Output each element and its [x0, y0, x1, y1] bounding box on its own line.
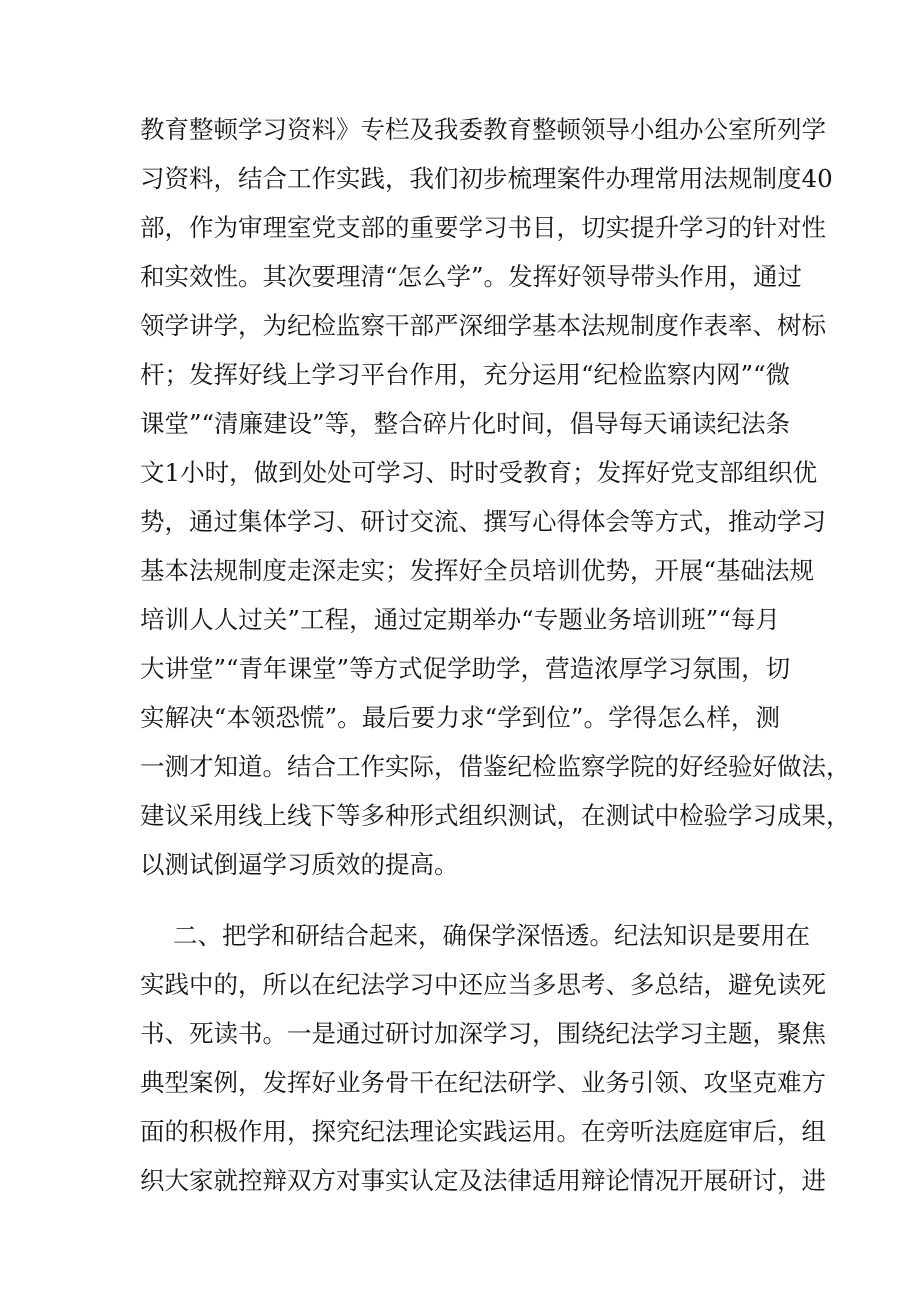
text-line: 课堂”“清廉建设”等，整合碎片化时间，倡导每天诵读纪法条 — [140, 409, 791, 438]
text-line: 部，作为审理室党支部的重要学习书目，切实提升学习的针对性 — [140, 213, 826, 242]
text-line: 面的积极作用，探究纪法理论实践运用。在旁听法庭庭审后，组 — [140, 1117, 826, 1146]
text-line: 大讲堂”“青年课堂”等方式促学助学，营造浓厚学习氛围，切 — [140, 654, 791, 683]
text-line: 领学讲学，为纪检监察干部严深细学基本法规制度作表率、树标 — [140, 311, 826, 340]
text-line: 文1小时，做到处处可学习、时时受教育；发挥好党支部组织优 — [140, 458, 818, 487]
text-line: 建议采用线上线下等多种形式组织测试，在测试中检验学习成果， — [140, 801, 851, 830]
text-line: 教育整顿学习资料》专栏及我委教育整顿领导小组办公室所列学 — [140, 115, 826, 144]
text-line: 培训人人过关”工程，通过定期举办“专题业务培训班”“每月 — [140, 605, 780, 634]
text-line: 以测试倒逼学习质效的提高。 — [140, 850, 459, 879]
text-line: 杆；发挥好线上学习平台作用，充分运用“纪检监察内网”“微 — [140, 360, 791, 389]
text-line: 典型案例，发挥好业务骨干在纪法研学、业务引领、攻坚克难方 — [140, 1068, 826, 1097]
text-line: 实践中的，所以在纪法学习中还应当多思考、多总结，避免读死 — [140, 970, 826, 999]
text-line: 实解决“本领恐慌”。最后要力求“学到位”。学得怎么样，测 — [140, 703, 780, 732]
text-line: 二、把学和研结合起来，确保学深悟透。纪法知识是要用在 — [173, 921, 810, 950]
text-line: 基本法规制度走深走实；发挥好全员培训优势，开展“基础法规 — [140, 556, 815, 585]
text-line: 和实效性。其次要理清“怎么学”。发挥好领导带头作用，通过 — [140, 262, 803, 291]
text-line: 书、死读书。一是通过研讨加深学习，围绕纪法学习主题，聚焦 — [140, 1019, 826, 1048]
text-line: 势，通过集体学习、研讨交流、撰写心得体会等方式，推动学习 — [140, 507, 826, 536]
text-line: 习资料，结合工作实践，我们初步梳理案件办理常用法规制度40 — [140, 164, 833, 193]
text-line: 一测才知道。结合工作实际，借鉴纪检监察学院的好经验好做法， — [140, 752, 851, 781]
text-line: 织大家就控辩双方对事实认定及法律适用辩论情况开展研讨，进 — [140, 1166, 826, 1195]
